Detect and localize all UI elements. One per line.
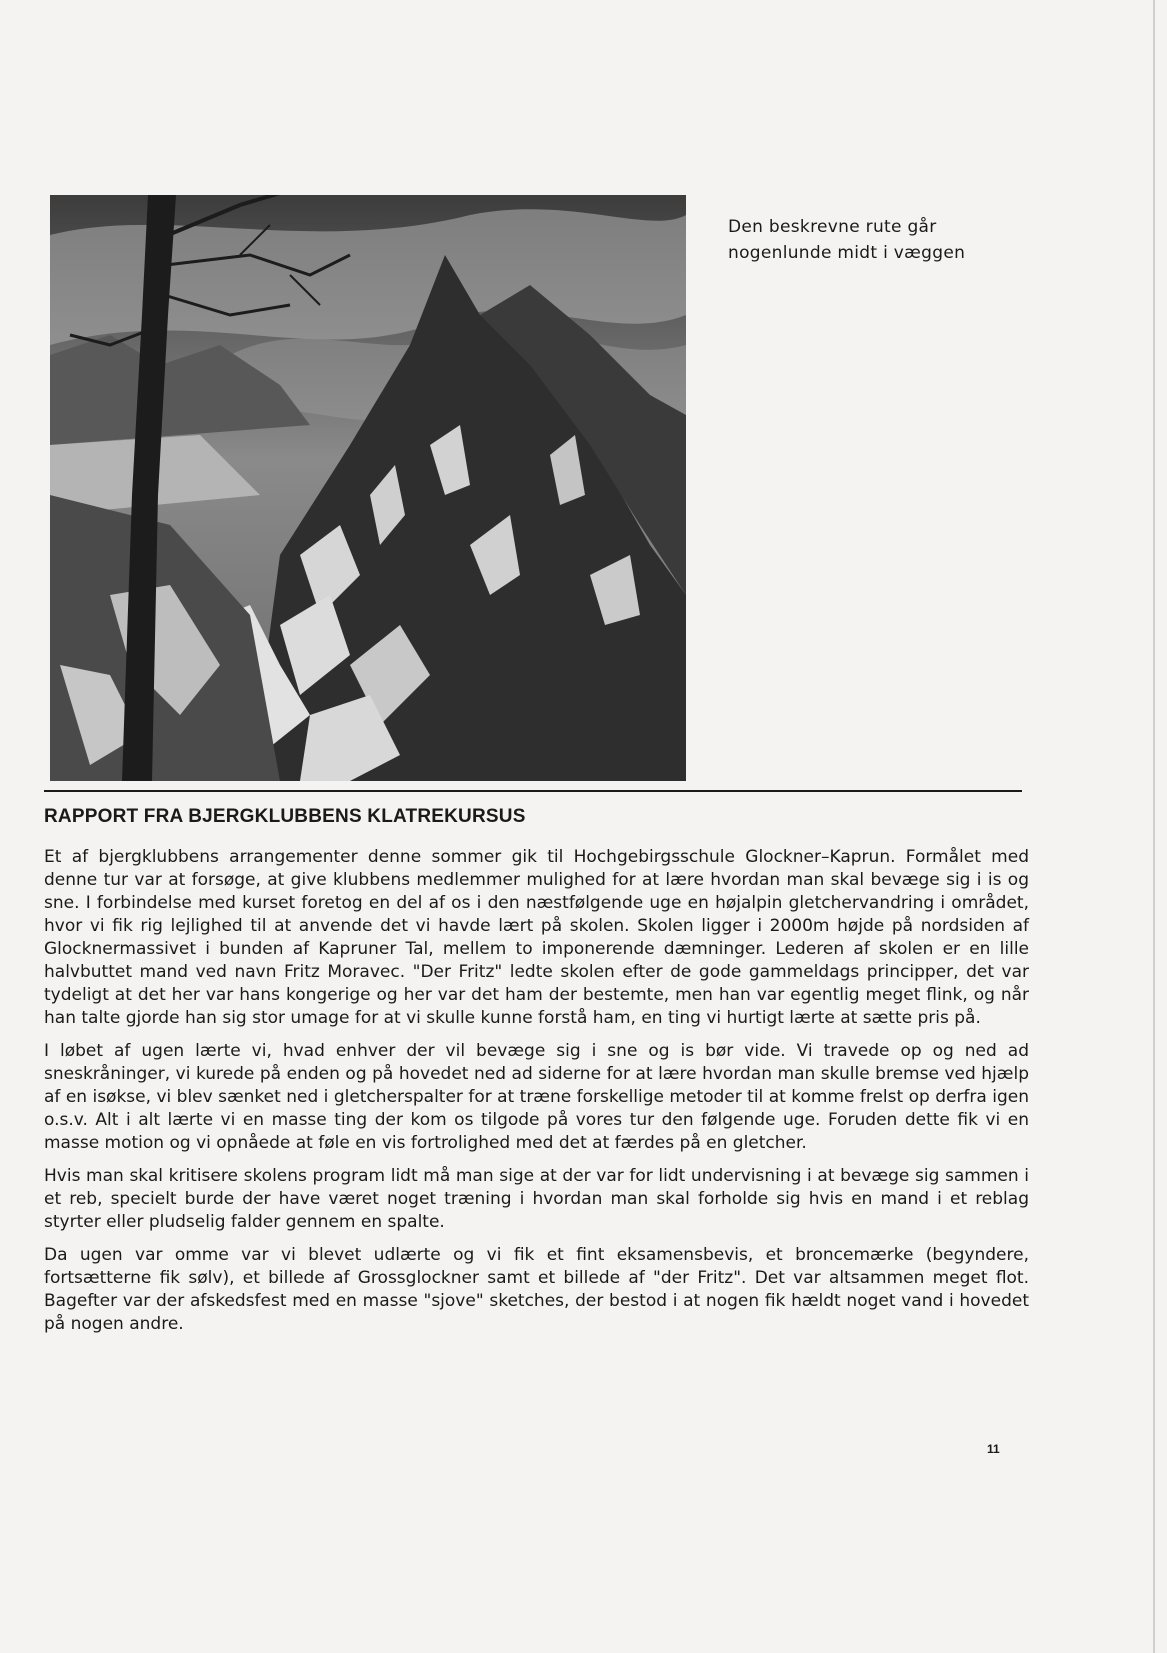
page-number: 11	[987, 1442, 1000, 1456]
article-title: RAPPORT FRA BJERGKLUBBENS KLATREKURSUS	[44, 806, 526, 827]
mountain-photo	[50, 195, 686, 781]
article-paragraph: I løbet af ugen lærte vi, hvad enhver der vil bevæge sig i sne og is bør vide. Vi travede op og ned ad sneskråninger, vi kurede på enden og på hovedet ned ad siderne for at lære hvordan man skulle bremse ved hjælp af en isøkse, vi blev sænket ned i gletcherspalter for at træne forskellige metoder til at komme frelst op derfra igen o.s.v. Alt i alt lærte vi en masse ting der kom os tilgode på vores tur den følgende uge. Foruden dette fik vi en masse motion og vi opnåede at føle en vis fortrolighed med det at færdes på en gletcher.	[44, 1041, 1029, 1153]
page-edge-line	[1153, 0, 1155, 1653]
article-body	[44, 846, 1029, 1346]
photo-caption: Den beskrevne rute går nogenlunde midt i væggen	[728, 217, 966, 263]
mountain-photo-drawing	[50, 195, 686, 781]
section-divider	[44, 790, 1022, 792]
article-paragraph: Hvis man skal kritisere skolens program lidt må man sige at der var for lidt undervisning i at bevæge sig sammen i et reb, specielt burde der have været noget træning i hvordan man skal forholde sig hvis en mand i et reblag styrter eller pludselig falder gennem en spalte.	[44, 1166, 1029, 1232]
article-paragraph: Da ugen var omme var vi blevet udlærte og vi fik et fint eksamensbevis, et broncemærke (begyndere, fortsætterne fik sølv), et billede af Grossglockner samt et billede af "der Fritz". Det var altsammen meget flot. Bagefter var der afskedsfest med en masse "sjove" sketches, der bestod i at nogen fik hældt noget vand i hovedet på nogen andre.	[44, 1245, 1029, 1334]
article-paragraph: Et af bjergklubbens arrangementer denne sommer gik til Hochgebirgsschule Glockner–Kaprun. Formålet med denne tur var at forsøge, at give klubbens medlemmer mulighed for at lære hvordan man skal bevæge sig i is og sne. I forbindelse med kurset foretog en del af os i den næstfølgende uge en højalpin gletchervandring i området, hvor vi fik rig lejlighed til at anvende det vi havde lært på skolen. Skolen ligger i 2000m højde på nordsiden af Glocknermassivet i bunden af Kapruner Tal, mellem to imponerende dæmninger. Lederen af skolen er en lille halvbuttet mand ved navn Fritz Moravec. "Der Fritz" ledte skolen efter de gode gammeldags principper, det var tydeligt at det her var hans kongerige og her var det ham der bestemte, men han var egentlig meget flink, og når han talte gjorde han sig stor umage for at vi skulle kunne forstå ham, en ting vi hurtigt lærte at sætte pris på.	[44, 847, 1029, 1028]
